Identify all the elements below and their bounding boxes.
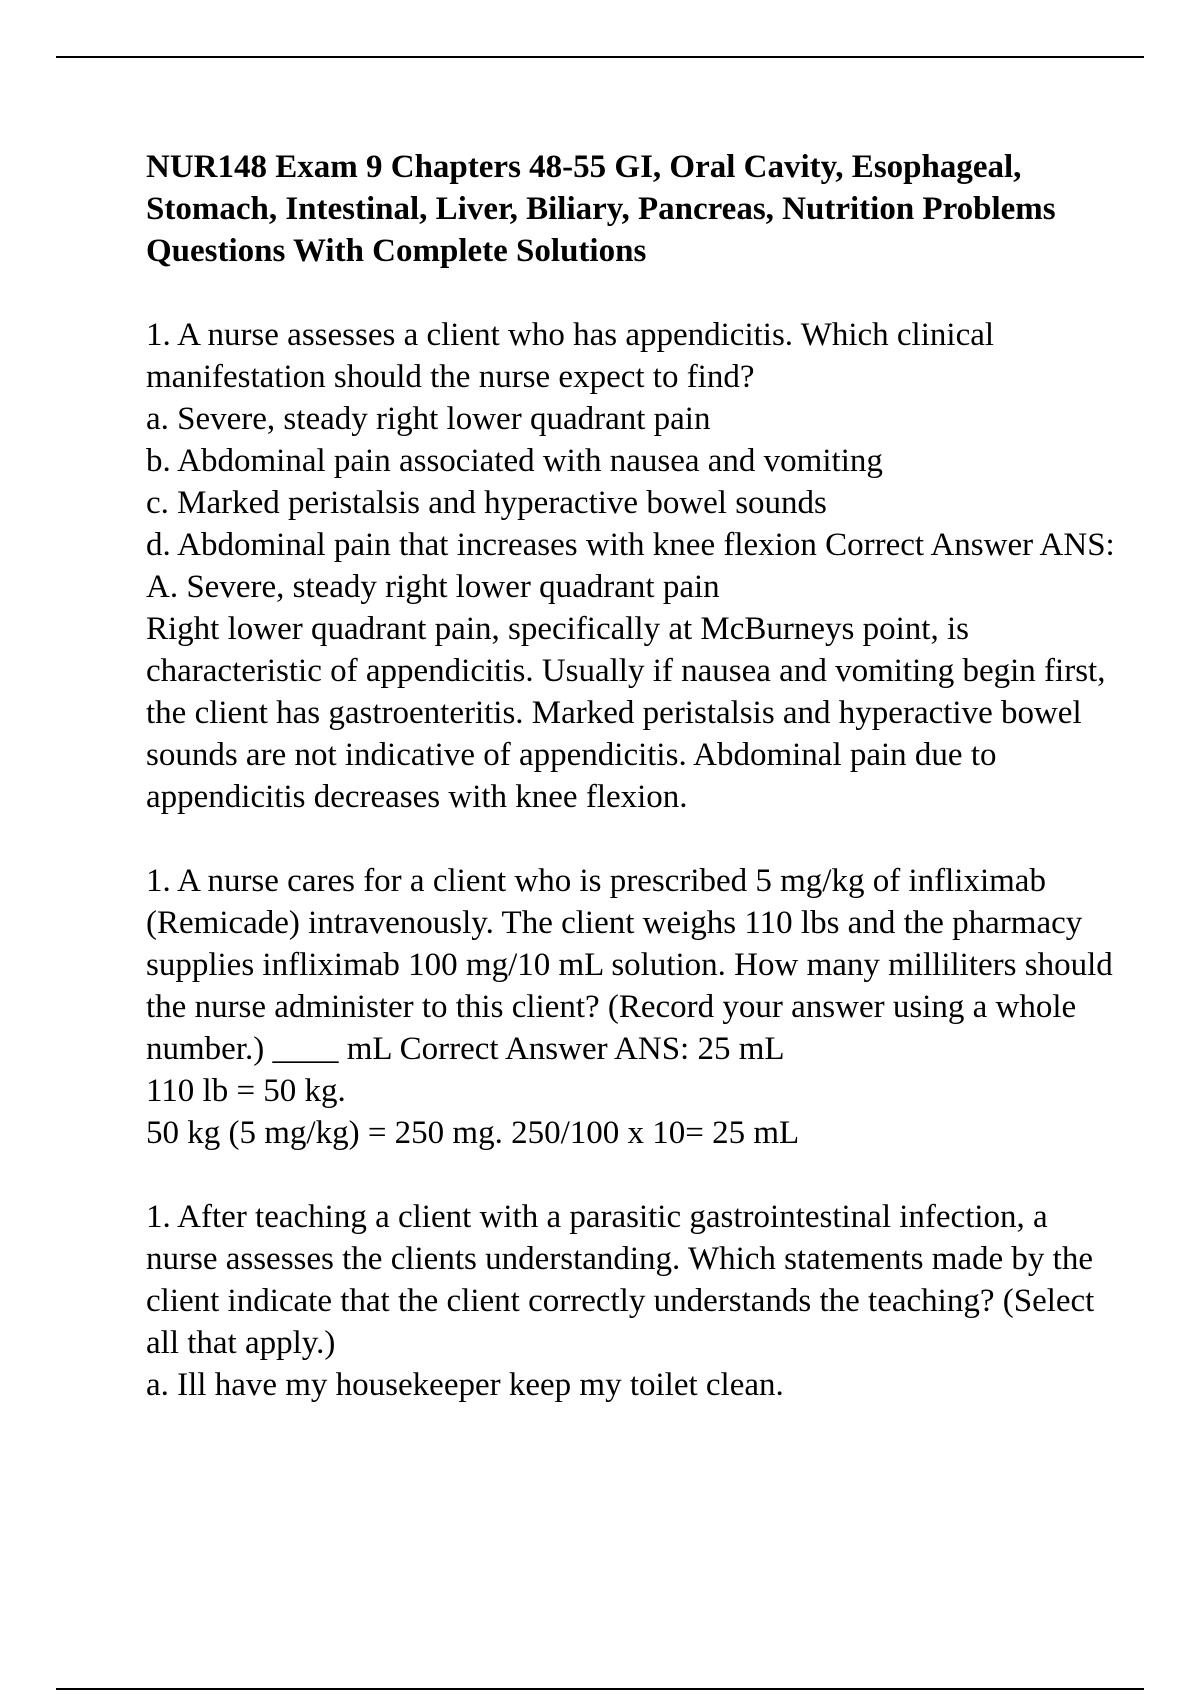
question-1 — [146, 314, 1126, 818]
question-2-calc-line-1: 110 lb = 50 kg. — [146, 1073, 346, 1109]
question-3-option-a: a. Ill have my housekeeper keep my toilet clean. — [146, 1367, 784, 1403]
question-2-stem-answer: 1. A nurse cares for a client who is prescribed 5 mg/kg of infliximab (Remicade) intravenously. The client weighs 110 lbs and the pharmacy supplies infliximab 100 mg/10 mL solution. How many milliliters should the nurse administer to this client? (Record your answer using a whole number.) ____ mL Correct Answer ANS: 25 mL — [146, 863, 1113, 1067]
question-1-option-a: a. Severe, steady right lower quadrant pain — [146, 401, 711, 437]
question-1-rationale: Right lower quadrant pain, specifically at McBurneys point, is characteristic of appendicitis. Usually if nausea and vomiting begin first, the client has gastroenteritis. Marked peristalsis and hyperactive bowel sounds are not indicative of appendicitis. Abdominal pain due to appendicitis decreases with knee flexion. — [146, 611, 1106, 815]
question-2 — [146, 860, 1126, 1154]
question-2-calc-line-2: 50 kg (5 mg/kg) = 250 mg. 250/100 x 10= 25 mL — [146, 1115, 800, 1151]
bottom-rule — [56, 1688, 1144, 1690]
question-3 — [146, 1196, 1126, 1406]
question-1-option-d-answer: d. Abdominal pain that increases with knee flexion Correct Answer ANS: A. Severe, steady right lower quadrant pain — [146, 527, 1115, 605]
question-1-option-b: b. Abdominal pain associated with nausea and vomiting — [146, 443, 883, 479]
question-1-stem: 1. A nurse assesses a client who has appendicitis. Which clinical manifestation should the nurse expect to find? — [146, 317, 995, 395]
document-body — [146, 146, 1126, 1448]
question-1-option-c: c. Marked peristalsis and hyperactive bowel sounds — [146, 485, 827, 521]
document-title: NUR148 Exam 9 Chapters 48-55 GI, Oral Cavity, Esophageal, Stomach, Intestinal, Liver, Biliary, Pancreas, Nutrition Problems Questions With Complete Solutions — [146, 149, 1056, 269]
question-3-stem: 1. After teaching a client with a parasitic gastrointestinal infection, a nurse assesses the clients understanding. Which statements made by the client indicate that the client correctly understands the teaching? (Select all that apply.) — [146, 1199, 1095, 1361]
top-rule — [56, 56, 1144, 58]
